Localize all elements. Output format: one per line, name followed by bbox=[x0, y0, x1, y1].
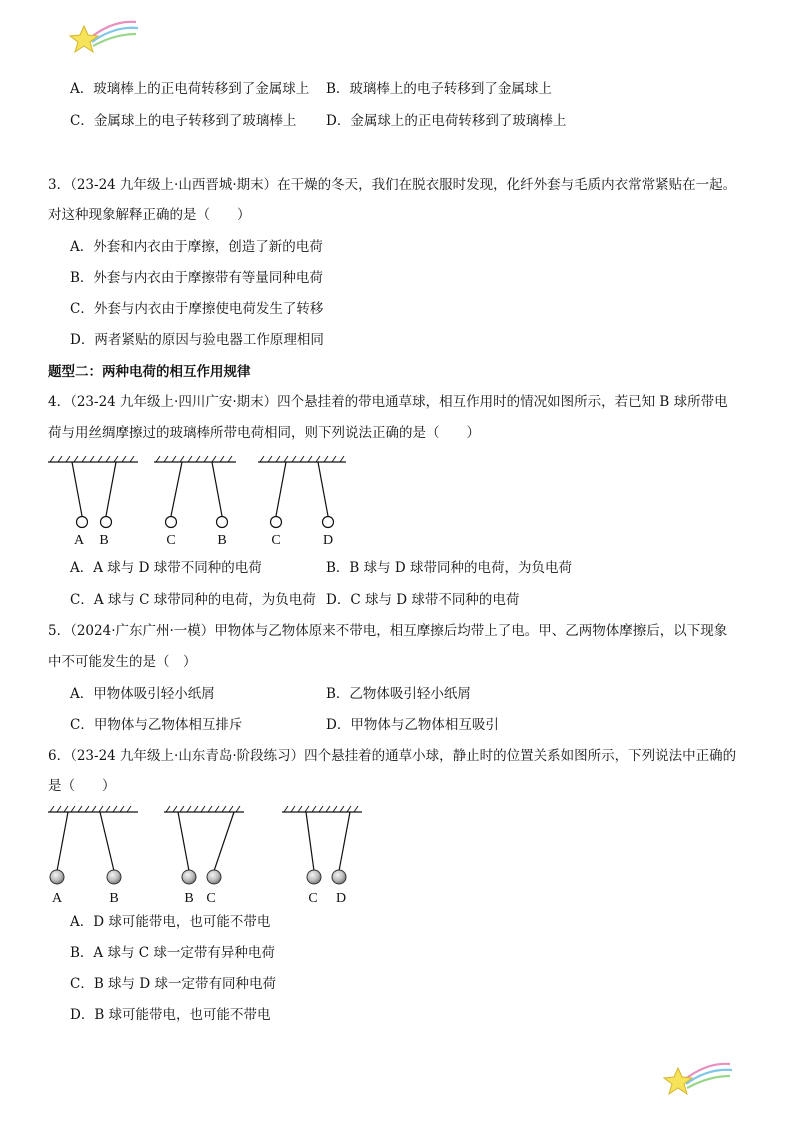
q6-stem-line2: 是（ ） bbox=[48, 778, 116, 794]
q6-option-a: A．D 球可能带电，也可能不带电 bbox=[70, 914, 271, 930]
q4-option-d: D．C 球与 D 球带不同种的电荷 bbox=[326, 592, 520, 608]
q2-option-b: B．玻璃棒上的电子转移到了金属球上 bbox=[326, 81, 552, 97]
q3-option-c: C．外套与内衣由于摩擦使电荷发生了转移 bbox=[70, 301, 324, 317]
shooting-star-icon bbox=[68, 14, 140, 56]
shooting-star-icon bbox=[662, 1056, 734, 1098]
q5-option-b: B．乙物体吸引轻小纸屑 bbox=[326, 686, 471, 702]
ball-label: D bbox=[335, 891, 347, 906]
q2-option-a: A．玻璃棒上的正电荷转移到了金属球上 bbox=[70, 81, 310, 97]
ball-label: A bbox=[73, 533, 85, 548]
q6-figure bbox=[44, 800, 374, 908]
q6-option-b: B．A 球与 C 球一定带有异种电荷 bbox=[70, 945, 275, 961]
q4-option-b: B．B 球与 D 球带同种的电荷，为负电荷 bbox=[326, 560, 573, 576]
q6-stem-line1: 6．（23-24 九年级上·山东青岛·阶段练习）四个悬挂着的通草小球，静止时的位置关系如图所示，下列说法中正确的 bbox=[48, 748, 737, 764]
q6-option-d: D．B 球可能带电，也可能不带电 bbox=[70, 1007, 271, 1023]
q3-stem-line1: 3．（23-24 九年级上·山西晋城·期末）在干燥的冬天，我们在脱衣服时发现，化纤外套与毛质内衣常常紧贴在一起。 bbox=[48, 177, 737, 193]
q4-figure bbox=[44, 452, 354, 548]
ball-label: C bbox=[206, 891, 216, 906]
q5-option-d: D．甲物体与乙物体相互吸引 bbox=[326, 717, 499, 733]
q3-option-a: A．外套和内衣由于摩擦，创造了新的电荷 bbox=[70, 239, 323, 255]
ball-label: B bbox=[217, 533, 227, 548]
q5-option-c: C．甲物体与乙物体相互排斥 bbox=[70, 717, 243, 733]
q5-option-a: A．甲物体吸引轻小纸屑 bbox=[70, 686, 215, 702]
q3-option-b: B．外套与内衣由于摩擦带有等量同种电荷 bbox=[70, 270, 323, 286]
ball-label: D bbox=[322, 533, 334, 548]
q5-stem-line2: 中不可能发生的是（ ） bbox=[48, 654, 197, 670]
ball-label: B bbox=[99, 533, 109, 548]
q4-stem-line2: 荷与用丝绸摩擦过的玻璃棒所带电荷相同，则下列说法正确的是（ ） bbox=[48, 425, 480, 441]
q4-stem-line1: 4．（23-24 九年级上·四川广安·期末）四个悬挂着的带电通草球，相互作用时的情况如图所示，若已知 B 球所带电 bbox=[48, 394, 728, 410]
ball-label: B bbox=[184, 891, 194, 906]
ball-label: B bbox=[109, 891, 119, 906]
section-title: 题型二：两种电荷的相互作用规律 bbox=[48, 364, 251, 380]
q5-stem-line1: 5．（2024·广东广州·一模）甲物体与乙物体原来不带电，相互摩擦后均带上了电。甲、乙两物体摩擦后，以下现象 bbox=[48, 623, 728, 639]
q3-stem-line2: 对这种现象解释正确的是（ ） bbox=[48, 207, 251, 223]
q4-option-c: C．A 球与 C 球带同种的电荷，为负电荷 bbox=[70, 592, 316, 608]
ball-label: A bbox=[51, 891, 63, 906]
q2-option-d: D．金属球上的正电荷转移到了玻璃棒上 bbox=[326, 113, 567, 129]
ball-label: C bbox=[166, 533, 176, 548]
q2-option-c: C．金属球上的电子转移到了玻璃棒上 bbox=[70, 113, 297, 129]
q6-option-c: C．B 球与 D 球一定带有同种电荷 bbox=[70, 976, 276, 992]
q4-option-a: A．A 球与 D 球带不同种的电荷 bbox=[70, 560, 262, 576]
q3-option-d: D．两者紧贴的原因与验电器工作原理相同 bbox=[70, 332, 324, 348]
ball-label: C bbox=[271, 533, 281, 548]
ball-label: C bbox=[308, 891, 318, 906]
